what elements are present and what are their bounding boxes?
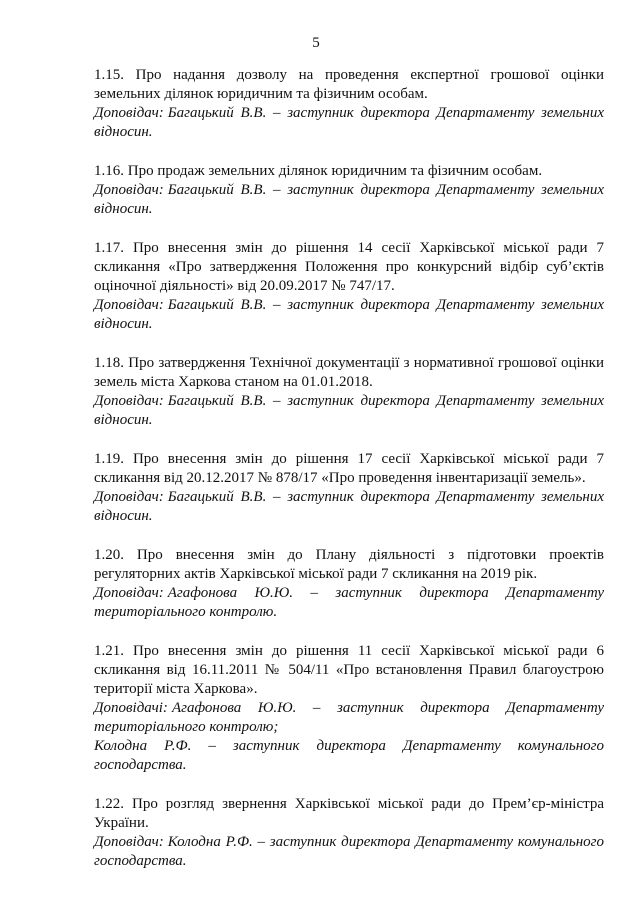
agenda-item-title: 1.22. Про розгляд звернення Харківської міської ради до Прем’єр-міністра України. <box>94 796 604 831</box>
speaker-label: Доповідач: <box>94 834 164 850</box>
agenda-item-speaker <box>94 584 604 622</box>
agenda-item-title: 1.19. Про внесення змін до рішення 17 сесії Харківської міської ради 7 скликання від 20.12.2017 № 878/17 «Про проведення інвентаризації земель». <box>94 451 604 486</box>
agenda-item-title: 1.17. Про внесення змін до рішення 14 сесії Харківської міської ради 7 скликання «Про затвердження Положення про конкурсний відбір суб’єктів оціночної діяльності» від 20.09.2017 № 747/17. <box>94 240 604 294</box>
agenda-item-1-18 <box>94 354 604 430</box>
agenda-item-title: 1.21. Про внесення змін до рішення 11 сесії Харківської міської ради 6 скликання від 16.11.2011 № 504/11 «Про встановлення Правил благоустрою території міста Харкова». <box>94 643 604 697</box>
agenda-item-1-15 <box>94 66 604 142</box>
speaker-text: Багацький В.В. – заступник директора Департаменту земельних відносин. <box>94 105 604 140</box>
agenda-item-speaker <box>94 833 604 871</box>
speaker-label: Доповідач: <box>94 489 164 505</box>
speaker-label: Доповідач: <box>94 297 164 313</box>
speaker-label: Доповідач: <box>94 105 164 121</box>
speaker-text: Агафонова Ю.Ю. – заступник директора Департаменту територіального контролю; <box>94 700 604 735</box>
agenda-item-title: 1.16. Про продаж земельних ділянок юридичним та фізичним особам. <box>94 163 543 179</box>
speaker-text: Багацький В.В. – заступник директора Департаменту земельних відносин. <box>94 297 604 332</box>
speaker-label: Доповідачі: <box>94 700 168 716</box>
agenda-item-speaker <box>94 737 604 775</box>
speaker-text: Колодна Р.Ф. – заступник директора Департаменту комунального господарства. <box>94 834 604 869</box>
speaker-text: Багацький В.В. – заступник директора Департаменту земельних відносин. <box>94 182 604 217</box>
agenda-item-1-20 <box>94 546 604 622</box>
speaker-text: Багацький В.В. – заступник директора Департаменту земельних відносин. <box>94 489 604 524</box>
agenda-item-title: 1.15. Про надання дозволу на проведення експертної грошової оцінки земельних ділянок юридичним та фізичним особам. <box>94 67 604 102</box>
page-number: 5 <box>312 35 320 51</box>
agenda-item-1-17 <box>94 239 604 334</box>
speaker-text: Агафонова Ю.Ю. – заступник директора Департаменту територіального контролю. <box>94 585 604 620</box>
agenda-item-speaker <box>94 296 604 334</box>
agenda-item-speaker <box>94 488 604 526</box>
agenda-list <box>94 66 604 891</box>
speaker-text: Багацький В.В. – заступник директора Департаменту земельних відносин. <box>94 393 604 428</box>
speaker-label: Доповідач: <box>94 393 164 409</box>
agenda-item-1-22 <box>94 795 604 871</box>
speaker-label: Доповідач: <box>94 182 164 198</box>
speaker-text: Колодна Р.Ф. – заступник директора Департаменту комунального господарства. <box>94 738 604 773</box>
agenda-item-1-16 <box>94 162 604 219</box>
agenda-item-speaker <box>94 104 604 142</box>
speaker-label: Доповідач: <box>94 585 164 601</box>
agenda-item-title: 1.18. Про затвердження Технічної документації з нормативної грошової оцінки земель міста Харкова станом на 01.01.2018. <box>94 355 604 390</box>
agenda-item-speaker <box>94 699 604 737</box>
agenda-item-speaker <box>94 181 604 219</box>
agenda-item-speaker <box>94 392 604 430</box>
agenda-item-1-21 <box>94 642 604 775</box>
agenda-item-1-19 <box>94 450 604 526</box>
agenda-item-title: 1.20. Про внесення змін до Плану діяльності з підготовки проектів регуляторних актів Харківської міської ради 7 скликання на 2019 рік. <box>94 547 604 582</box>
